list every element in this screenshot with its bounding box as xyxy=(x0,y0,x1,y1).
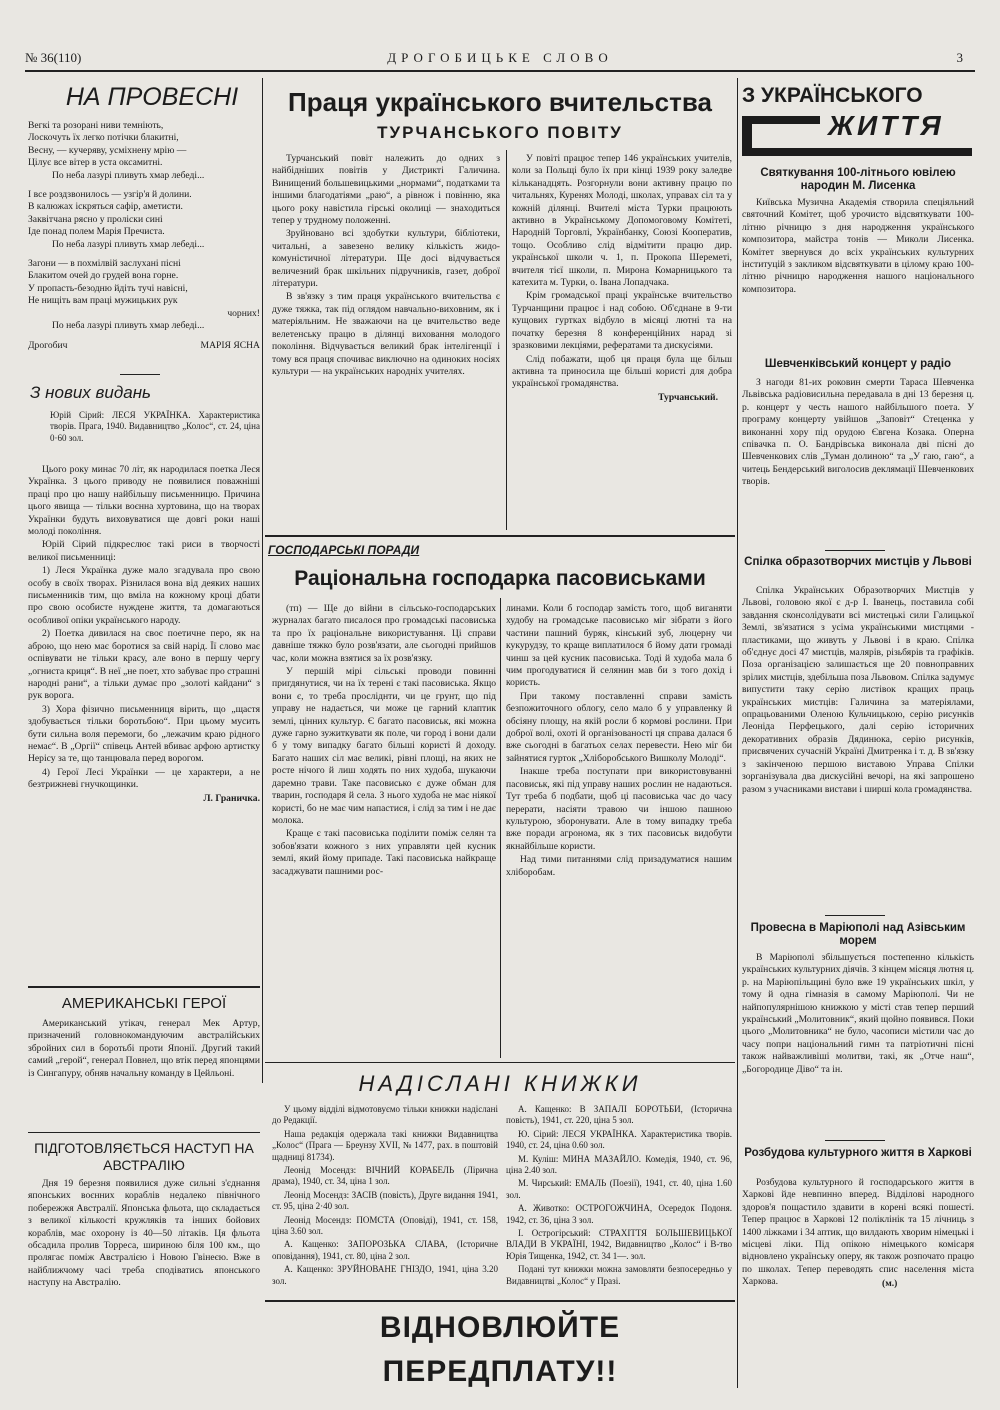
economy-col1 xyxy=(272,603,496,879)
paragraph: линами. Коли б господар замість того, щоб виганяти худобу на громадське пасовисько міг зібрати з його частини пашний буряк, кінський зуб, люцерну чи кукурудзу, то краще виплатилося б йому дати громаді чинш за цей кусник пасовиська. Тоді й худоба мала б чим прогодуватися й селянин мав би з того дохід і користь. xyxy=(506,603,732,689)
paragraph: Дня 19 березня появилися дуже сильні з'єднання японських воєнних кораблів недалеко північного побережжя Австралії. Японська фльота, що складається з великої кількості кружляків та інших бойових кораблів, має охорону із 40—50 літаків. Ця фльота обсадила пролив Торреса, шириною біля 100 км., що пролягає поміж Австралією і Новою Гвінеєю. Вже в найближчому часі треба сподіватись японського наступу на Австралію. xyxy=(28,1178,260,1289)
lysenko-title: Святкування 100-літнього ювілею народин М. Лисенка xyxy=(760,167,956,192)
new-editions-citation: Юрій Сірий: ЛЕСЯ УКРАЇНКА. Характеристика творів. Прага, 1940. Видавництво „Колос“, ст. 24, ціна 0·60 зол. xyxy=(50,410,260,443)
new-editions-body xyxy=(28,464,260,805)
book-entry: Наша редакція одержала такі книжки Видавництва „Колос“ (Прага — Бреунзу XVII, № 1477, рах. в поштовій щадниці 81734). xyxy=(272,1128,498,1162)
book-entry: Ю. Сірий: ЛЕСЯ УКРАЇНКА. Характеристика творів. 1940, ст. 24, ціна 0.60 зол. xyxy=(506,1128,732,1151)
poem-line: чорних! xyxy=(227,307,260,319)
separator xyxy=(265,535,735,537)
paragraph: Юрій Сірий підкреслює такі риси в творчості великої письменниці: xyxy=(28,539,260,563)
book-entry: М. Куліш: МИНА МАЗАЙЛО. Комедія, 1940, ст. 96, ціна 2.40 зол. xyxy=(506,1153,732,1176)
page-header xyxy=(25,50,975,72)
poem-title: НА ПРОВЕСНІ xyxy=(65,83,239,111)
book-entry: Леонід Мосендз: ПОМСТА (Оповіді), 1941, ст. 158, ціна 3.60 зол. xyxy=(272,1214,498,1237)
book-entry: Подані тут книжки можна замовляти безпосередньо у Видавництві „Колос“ у Празі. xyxy=(506,1264,732,1286)
ukr-life-title-bottom: ЖИТТЯ xyxy=(828,110,944,141)
paragraph: Спілка Українських Образотворчих Мистців у Львові, головою якої є д-р І. Іванець, поставила собі завдання сконсолідувати всі мистецькі сили Галицької Землі, зв'язатися з усіма українськими мистцями - пластиками, що живуть у Львові і в краю. Спілка об'єднує досі 47 мистців, малярів, різьбярів та графіків. Поза організацією залишається ще 20 повноправних зрілих мистців, здебільша поза Львовом. Спілка задумує випустити таку серію листівок кращих праць українських мистців: Галичина за матеріялами, опрацьованими Оленою Кульчицькою, серію рисунків Леоніда Перфецького, далі серію історичних декоративних образів Дядинюка, серію рисунків, присвячених сучасній Україні Дмитренка і т. д. В зв'язку з закінченою першою виставою Управа Спілки зорганізувала два дискусійні вечорі, на які запрошено разом з учасниками вистави і ширші кола громадянства. xyxy=(742,585,974,795)
separator xyxy=(825,550,885,551)
kharkiv-title: Розбудова культурного життя в Харкові xyxy=(744,1147,972,1159)
poem-line: Заквітчана рясно у проліски сині xyxy=(28,213,163,225)
mariupol-body xyxy=(742,952,974,1077)
signature: (м.) xyxy=(882,1277,898,1289)
paragraph: При такому поставленні справи замість безпожиточного облогу, село мало б у управленку й обсіяну площу, на якій росли б кормові рослини. При доброї волі, охоті й організованості ця справа далася б вже сьогодні в багатьох селах перевести. Нею міг би зайнятися гурток „Хліборобського Вишколу Молоді“. xyxy=(506,690,732,764)
column-divider xyxy=(500,598,501,1058)
poem-refrain: По неба лазурі пливуть хмар лебеді... xyxy=(52,238,205,250)
separator xyxy=(825,915,885,916)
economy-col2 xyxy=(506,603,732,880)
signature: Л. Граничка. xyxy=(203,792,260,804)
issue-number: № 36(110) xyxy=(25,50,82,65)
separator xyxy=(120,374,160,375)
paragraph: Американський утікач, генерал Мек Артур, призначений головнокомандуючим австралійських збройних сил в боротьбі проти Японії. Другий такий самий „герой“, генерал Повнел, що втік перед японцями із Сингапуру, обняв начальну команду в Цейльоні. xyxy=(28,1018,260,1079)
shevchenko-title: Шевченківський концерт у радіо xyxy=(764,358,952,370)
poem-line: І все роздзвонилось — узгір'я й долини. xyxy=(28,189,192,201)
paragraph: У першій мірі сільські проводи повинні пригдянутися, чи на їх терені є такі пасовиська. Якщо вони є, то треба просліднти, чи це грунт, що під управу не надається, чи може це гарний клаптик землі, цінних культур. Є багато пасовиськ, які можна дуже гарно зужиткувати як поле, чи город і вони дали б у тому випадку багато більші користі й доходу. Багато наших сіл має великі, рівні площі, на яких не росте нічого й лиш ходять по них худоба, шукаючи даремно трави. Таке пасовисько є дуже обман для тварин, господаря й села. З нього худоба не має ніякої користі, бо не має чим напастися, і слід за тим і не дає молока. xyxy=(272,666,496,826)
column-divider xyxy=(262,78,263,1083)
teachers-col1 xyxy=(272,153,500,379)
header-rule xyxy=(25,70,975,72)
paragraph: 3) Хора фізично письменниця вірить, що „щастя здобувається тільки боротьбою“. При цьому мусить бути сильна воля перемоги, бо „лежачим краю рідного немає“. В „Оргії“ співець Антей вбиває арфою артистку Нерісу за те, що танцювала перед ворогом. xyxy=(28,703,260,765)
books-col1 xyxy=(272,1104,498,1289)
poem-line: Лоскочуть їх легко потічки блакитні, xyxy=(28,132,179,144)
book-entry: Леонід Мосендз: ЗАСІВ (повість), Друге видання 1941, ст. 95, ціна 2·40 зол. xyxy=(272,1189,498,1212)
paragraph: Крім громадської праці українське вчительство Турчанщини працює і над собою. Об'єднане в 9-ти кущових гуртках відбуло в місяці лютні та на початку березня 8 конференційних нарад зі зразковими лекціями, рефератами та дискусіями. xyxy=(512,290,732,352)
poem-line: Вегкі та розорані ниви темніють, xyxy=(28,120,164,131)
separator xyxy=(28,986,260,988)
paragraph: В зв'язку з тим праця українського вчительства є дуже тяжка, так під оглядом навчально-виховним, як і матеріяльним. Не зважаючи на це вчительство веде велетенську працю в ділянці виховання молодого покоління. Відчувається великий брак інтелігенції і тому вся праця спочиває виключно на одиноких носіях культури — на українських народніх учителях. xyxy=(272,291,500,377)
book-entry: М. Чирський: ЕМАЛЬ (Поезії), 1941, ст. 40, ціна 1.60 зол. xyxy=(506,1178,732,1200)
poem-body xyxy=(28,120,260,352)
masthead-bar xyxy=(742,116,820,124)
column-divider xyxy=(737,78,738,1388)
poem-place: Дрогобич xyxy=(28,339,68,351)
economy-rubric: ГОСПОДАРСЬКІ ПОРАДИ xyxy=(268,543,420,557)
books-title: НАДІСЛАНІ КНИЖКИ xyxy=(358,1071,642,1096)
paragraph: Турчанський повіт належить до одних з найбідніших повітів у Дистрикті Галичина. Винищений большевицькими „нормами“, податками та іншими благодатіями „раю“, а рівнож і повінню, яка цього року навістила гірські околиці — знаходиться тепер у трудному положенні. xyxy=(272,153,500,227)
paragraph: З нагоди 81-их роковин смерти Тараса Шевченка Львівська радіовисильна передавала в дні 13 березня ц. р. концерт у честь нашого найбільшого поета. У програму концерту увійшов „Заповіт“ Стеценка у виконанні хору під орудою Євгена Козака. Оперна співачка п. О. Бандрівська виконала дві пісні до Шевченкових слів „Туман долиною“ та „У гаю, гаю“, а читець Бендерський виголосив деклямації Шевченкових творів. xyxy=(742,377,974,488)
poem-line: Загони — в похмілвій заслухані пісні xyxy=(28,258,181,270)
artists-body xyxy=(742,585,974,797)
paragraph: Інакше треба поступати при використовуванні пасовиськ, які під управу наших рослин не надаються. Тут треба б подбати, щоб ці пасовиська час до часу перерати, насіяти травою чи іншою пашною культурою, зборонувати. Але в тому випадку треба вже поради агронома, як з тих пасовиськ видобути якнайбільше користи. xyxy=(506,766,732,852)
book-entry: У цьому відділі відмотовуємо тільки книжки надіслані до Редакції. xyxy=(272,1104,498,1126)
paragraph: В Маріюполі збільшується постепенно кількість українських культурних діячів. З кінцем місяця лютня ц. р. на Маріюпільщині було вже 19 українських шкіл, у тому й одна гімназія в самому Маріюполі. Чи не найпопулярнішою книжкою у місті став тепер перший український „Молитовник“, який щойно появився. Поки цього „Молитовника“ не було, часописи містили час до часу попри національний гимн та патріотичні пісні також найважливіші молитви, такі, як „Отче наш“, „Богородице Діво“ та ін. xyxy=(742,952,974,1075)
separator xyxy=(265,1300,735,1302)
heroes-body xyxy=(28,1018,260,1081)
paragraph: 4) Герої Лесі Українки — це характери, а не безтрижневі гнучкощинки. xyxy=(28,766,260,791)
shevchenko-body xyxy=(742,377,974,490)
teachers-col2 xyxy=(512,153,732,404)
column-divider xyxy=(506,150,507,530)
subscription-banner: ВІДНОВЛЮЙТЕ ПЕРЕДПЛАТУ!! xyxy=(379,1311,621,1388)
poem-line: В калюжах іскряться сафір, аметисти. xyxy=(28,201,183,213)
poem-line: Іде понад полем Марія Пречиста. xyxy=(28,226,165,238)
separator xyxy=(825,1140,885,1141)
poem-line: Блакитом очей до грудей вона горне. xyxy=(28,270,179,282)
books-col2 xyxy=(506,1104,732,1289)
mariupol-title: Провесна в Маріюполі над Азівським морем xyxy=(750,922,966,947)
poem-author: МАРІЯ ЯСНА xyxy=(200,339,260,351)
book-entry: А. Кащенко: ЗАПОРОЗЬКА СЛАВА, (Історичне оповідання), 1941, ст. 80, ціна 2 зол. xyxy=(272,1239,498,1261)
paragraph: 2) Поетка дивилася на своє поетичне перо, як на аброю, що нею має боротися за свій нарід. Її слово має оспівувати не тільки красу, але воно в першу чергу „огниста криця“. В неї „не поет, хто забуває про страшні народні рани“, а тільки думає про „золоті кайдани“ з рук ворога. xyxy=(28,628,260,702)
poem-line: Цілує все вітер в уста оксамитні. xyxy=(28,157,163,169)
book-entry: А. Кащенко: В ЗАПАЛІ БОРОТЬБИ, (Історична повість), 1941, ст. 220, ціна 5 зол. xyxy=(506,1104,732,1126)
paragraph: Краще є такі пасовиська поділити поміж селян та зобов'язати кожного з них управляти цей кусник землі, який йому припаде. Такі пасовиська найкраще засаджувати пашними рос- xyxy=(272,828,496,877)
poem-line: У пропасть-безодню йдіть тучі навісні, xyxy=(28,282,188,294)
australia-title: ПІДГОТОВЛЯЄТЬСЯ НАСТУП НА АВСТРАЛІЮ xyxy=(34,1140,254,1173)
page-number: 3 xyxy=(956,50,963,65)
book-entry: А. Кащенко: ЗРУЙНОВАНЕ ГНІЗДО, 1941, ціна 3.20 зол. xyxy=(272,1264,498,1286)
heroes-title: АМЕРИКАНСЬКІ ГЕРОЇ xyxy=(61,995,227,1012)
paragraph: (тп) — Ще до війни в сільсько-господарських журналах багато писалося про громадські пасовиська та про їх раціональне використування. Ці справи давніше тяжко було розв'язати, але сьогодні прийшов час, коли можна взятися за їх розв'язку. xyxy=(272,603,496,664)
paragraph: 1) Леся Українка дуже мало згадувала про свою особу в своїх творах. Різнилася вона від деяких наших письменників тим, що вміла на кожному кроці дбати про свою особисте нуждене життя, та домагаються особливої опіки українського народу. xyxy=(28,565,260,626)
paragraph: Зруйновано всі здобутки культури, бібліотеки, читальні, а завезено велику кількість жидо-комуністичної літератури. Ще досі відчувається величезний брак шкільних підручників, газет, доброї літератури. xyxy=(272,228,500,290)
paragraph: У повіті працює тепер 146 українських учителів, коли за Польщі було їх при кінці 1939 року заледве кільканадцять. Розгорнули вони активну працю по читальнях, Куренях Молоді, школах, управах сіл та у кожній ділянці. Вчителі міста Турки працюють активно в Українському Допомоговому Комітеті, Народній Торговлі, Українбанку, Союзі Кооператив, тощо. Особливо слід відмітити працю дир. української школи ч. 1, п. Прокопа Шереметі, вчителя тієї школи, п. Мирона Комарницького та катехита м. Турки, о. Івана Лопадчака. xyxy=(512,153,732,289)
poem-line: Весну, — кучеряву, усміхнену мрію — xyxy=(28,144,187,156)
book-entry: І. Острогірський: СТРАХІТТЯ БОЛЬШЕВИЦЬКОЇ ВЛАДИ В УКРАЇНІ, 1942, Видавництво „Колос“ і В-тво Юрія Тищенка, 1942, ст. 34 1—. зол. xyxy=(506,1228,732,1261)
separator xyxy=(265,1062,735,1063)
newspaper-title: ДРОГОБИЦЬКЕ СЛОВО xyxy=(387,50,613,65)
poem-refrain: По неба лазурі пливуть хмар лебеді... xyxy=(52,320,205,332)
poem-refrain: По неба лазурі пливуть хмар лебеді... xyxy=(52,169,205,181)
paragraph: Київська Музична Академія створила спеціяльний святочний Комітет, щоб урочисто відсвяткувати 100-літню річницю з дня народження українського композитора, майстра тонів — Миколи Лисенка. Комітет звернувся до всіх українських культурних інституцій з закликом відсвяткувати в цілому краю 100-літню річницю народження нашого національного композитора. xyxy=(742,197,974,295)
artists-title: Спілка образотворчих мистців у Львові xyxy=(744,556,972,568)
book-entry: Леонід Мосендз: ВІЧНИЙ КОРАБЕЛЬ (Лірична драма), 1940, ст. 34, ціна 1 зол. xyxy=(272,1165,498,1187)
ukr-life-masthead xyxy=(742,84,974,162)
kharkiv-body xyxy=(742,1177,974,1290)
ukr-life-title-top: З УКРАЇНСЬКОГО xyxy=(742,84,923,107)
economy-title: Раціональна господарка пасовиськами xyxy=(294,567,706,590)
book-entry: А. Животко: ОСТРОГОЖЧИНА, Осередок Подоня. 1942, ст. 36, ціна 3 зол. xyxy=(506,1203,732,1225)
australia-body xyxy=(28,1178,260,1291)
signature: Турчанський. xyxy=(658,391,718,403)
masthead-bar xyxy=(742,148,972,156)
paragraph: Слід побажати, щоб ця праця була ще більш активна та приносила ще більші користі для добра української громадянства. xyxy=(512,353,732,390)
paragraph: Розбудова культурного й господарського життя в Харкові йде невпинно вперед. Відділові народного здоров'я пощастило здавити в корені всякі пошесті. Тепер працює в Харкові 12 поліклінік та 15 лічниць з 1400 ліжками і 34 аптик, що вилдають хворим німецькі і місцеві ліки. Під опікою німецького комісаря відновлено українську оперу, як також розпочато працю по школах. Тепер переводять спис населення міста Харкова. xyxy=(742,1177,974,1288)
teachers-title: Праця українського вчительства xyxy=(288,87,712,117)
lysenko-body xyxy=(742,197,974,297)
separator xyxy=(28,1132,260,1133)
paragraph: Цього року минає 70 літ, як народилася поетка Леся Українка. З цього приводу не появилися поважніші праці про цю нашу найбільшу письменницю. Причина цього явища — тільки воєнна хуртовина, що на творах Українки будуть виховуватися ще довгі роки наші молоді покоління. xyxy=(28,464,260,538)
new-editions-title: З нових видань xyxy=(30,383,151,402)
paragraph: Над тими питаннями слід призадуматися нашим хліборобам. xyxy=(506,854,732,878)
poem-line: Не нищіть вам праці мужицьких рук xyxy=(28,295,178,307)
teachers-subtitle: ТУРЧАНСЬКОГО ПОВІТУ xyxy=(377,123,623,142)
